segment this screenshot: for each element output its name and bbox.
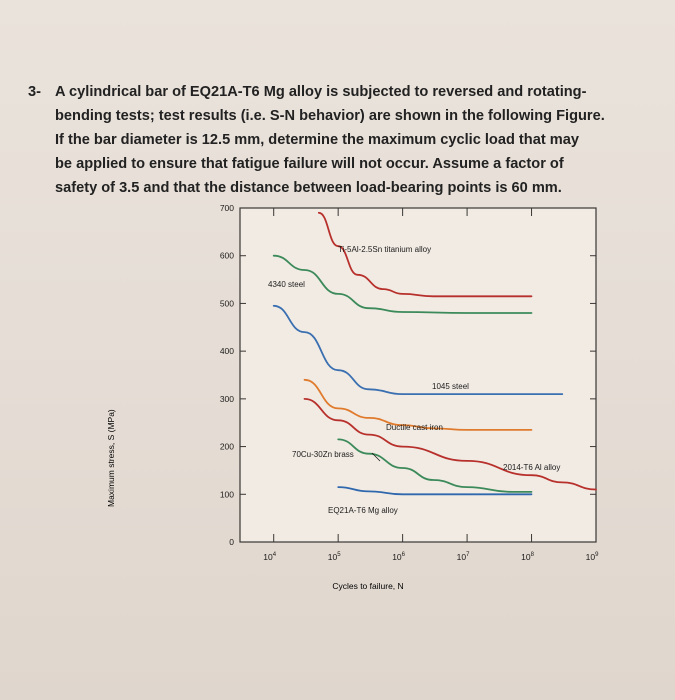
plot-frame — [240, 208, 596, 542]
x-tick-label: $10^9$ — [585, 552, 599, 562]
y-tick-label: 400 — [219, 346, 234, 357]
problem-line-2: bending tests; test results (i.e. S-N behavior) are shown in the following Figure. — [55, 108, 605, 124]
y-tick-label: 0 — [229, 537, 234, 547]
series-label-brass: 70Cu-30Zn brass — [292, 450, 354, 459]
series-label-ductile-cast-iron: Ductile cast iron — [386, 423, 443, 432]
x-tick-label: $10^6$ — [392, 552, 406, 562]
problem-line-3: If the bar diameter is 12.5 mm, determine the maximum cyclic load that may — [55, 132, 579, 148]
series-label-1045-steel: 1045 steel — [432, 382, 469, 391]
problem-line-1: A cylindrical bar of EQ21A-T6 Mg alloy is subjected to reversed and rotating- — [55, 84, 587, 100]
y-tick-label: 200 — [219, 441, 234, 452]
sn-chart — [106, 195, 620, 595]
y-tick-label: 600 — [219, 250, 234, 261]
problem-number: 3- — [28, 84, 41, 100]
series-label-4340-steel: 4340 steel — [268, 280, 305, 289]
x-tick-label: $10^4$ — [263, 552, 277, 562]
x-axis-label: Cycles to failure, N — [332, 581, 404, 591]
series-label-eq21a-mg: EQ21A-T6 Mg alloy — [328, 506, 398, 515]
x-tick-label: $10^7$ — [456, 552, 470, 562]
problem-line-5: safety of 3.5 and that the distance between load-bearing points is 60 mm. — [55, 180, 562, 196]
y-axis-label: Maximum stress, S (MPa) — [106, 409, 116, 507]
y-tick-label: 500 — [219, 298, 234, 309]
x-tick-label: $10^8$ — [521, 552, 534, 562]
sn-figure — [106, 195, 620, 600]
y-tick-label: 300 — [219, 393, 234, 404]
y-tick-label: 100 — [219, 489, 234, 500]
series-label-2014-al: 2014-T6 Al alloy — [503, 463, 561, 472]
problem-line-4: be applied to ensure that fatigue failure will not occur. Assume a factor of — [55, 156, 564, 172]
x-tick-label: $10^5$ — [327, 552, 341, 562]
y-tick-label: 700 — [219, 203, 234, 213]
series-label-ti-alloy: Ti-5Al-2.5Sn titanium alloy — [338, 245, 432, 254]
